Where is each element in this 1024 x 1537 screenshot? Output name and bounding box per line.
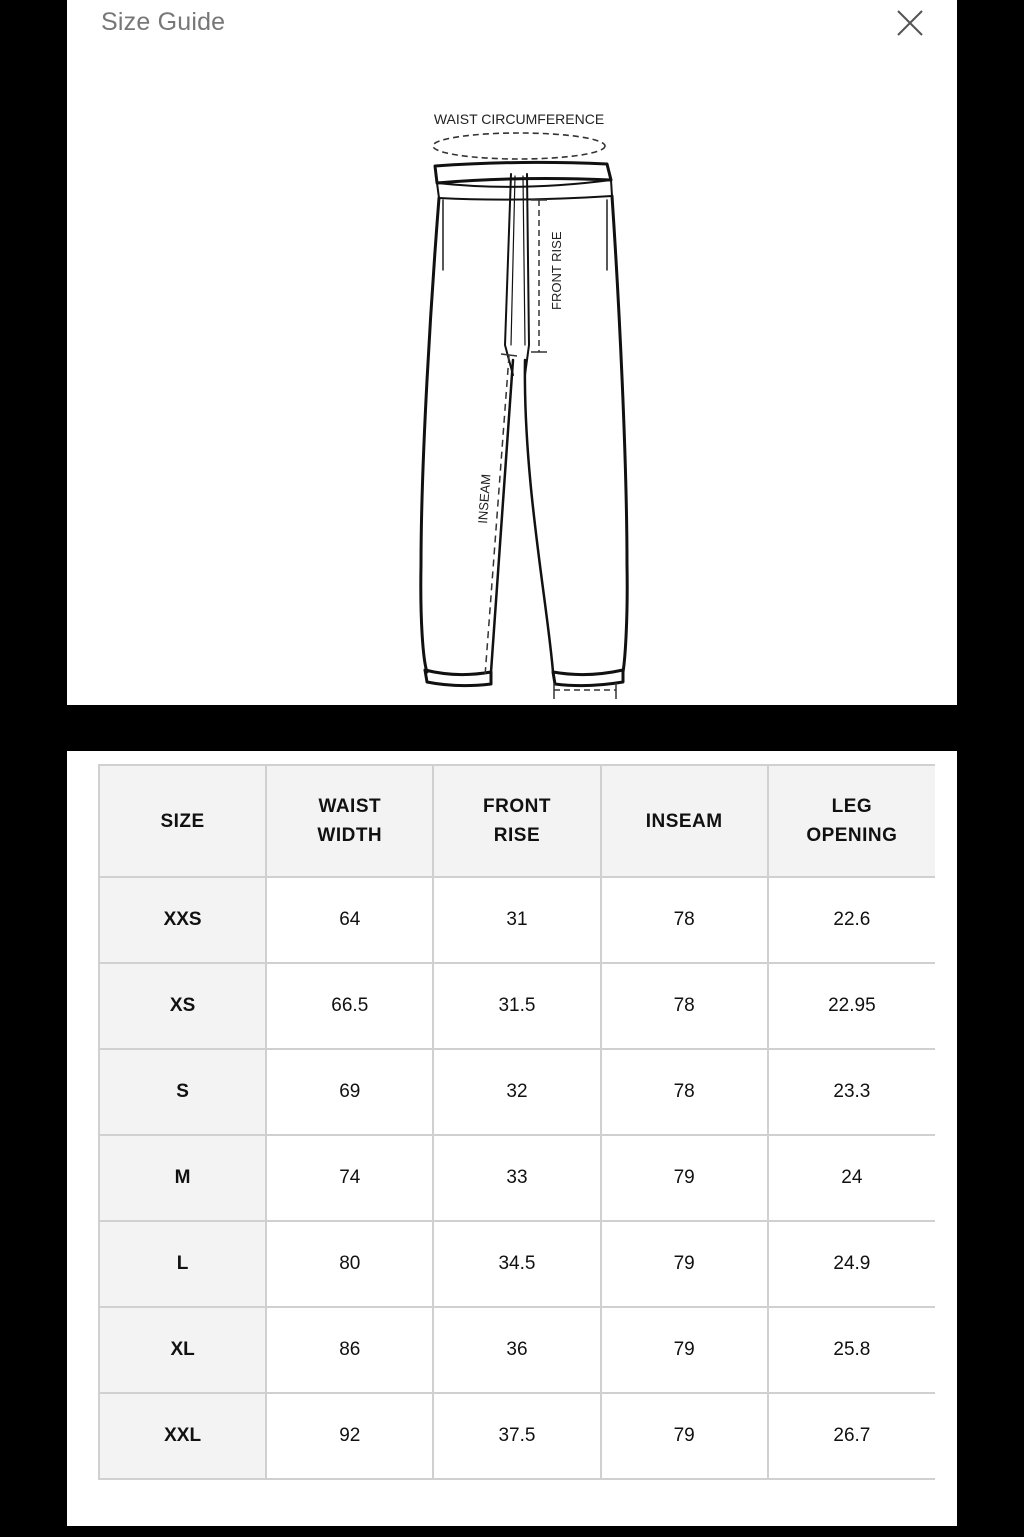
front-rise-cell: 33: [433, 1135, 600, 1221]
size-guide-dialog-table: [67, 751, 957, 1526]
size-cell: M: [99, 1135, 266, 1221]
waist-dashed-ellipse: [433, 133, 605, 159]
header-size: SIZE: [99, 765, 266, 877]
leg-opening-cell: 26.7: [768, 1393, 935, 1479]
front-rise-cell: 31.5: [433, 963, 600, 1049]
leg-opening-cell: 23.3: [768, 1049, 935, 1135]
front-rise-cell: 36: [433, 1307, 600, 1393]
size-cell: XS: [99, 963, 266, 1049]
front-rise-cell: 31: [433, 877, 600, 963]
leg-opening-cell: 24: [768, 1135, 935, 1221]
leg-opening-cell: 22.6: [768, 877, 935, 963]
pants-measurement-diagram: [67, 0, 957, 705]
waist-width-cell: 66.5: [266, 963, 433, 1049]
waist-width-cell: 64: [266, 877, 433, 963]
size-chart-table: [98, 764, 935, 1480]
leg-opening-cell: 22.95: [768, 963, 935, 1049]
front-rise-cell: 32: [433, 1049, 600, 1135]
size-cell: XXL: [99, 1393, 266, 1479]
waist-width-cell: 69: [266, 1049, 433, 1135]
leg-opening-cell: 25.8: [768, 1307, 935, 1393]
header-waist-width: WAIST WIDTH: [266, 765, 433, 877]
front-rise-cell: 34.5: [433, 1221, 600, 1307]
dialog-title: Size Guide: [101, 8, 226, 36]
front-rise-cell: 37.5: [433, 1393, 600, 1479]
waist-width-cell: 80: [266, 1221, 433, 1307]
inseam-cell: 78: [601, 963, 768, 1049]
leg-opening-cell: 24.9: [768, 1221, 935, 1307]
table-row: [99, 963, 935, 1049]
waist-width-cell: 92: [266, 1393, 433, 1479]
size-cell: XXS: [99, 877, 266, 963]
table-row: [99, 1307, 935, 1393]
table-row: [99, 877, 935, 963]
header-inseam: INSEAM: [601, 765, 768, 877]
header-front-rise: FRONT RISE: [433, 765, 600, 877]
table-row: [99, 1135, 935, 1221]
inseam-cell: 78: [601, 877, 768, 963]
front-rise-measure: [531, 200, 547, 352]
inseam-cell: 79: [601, 1307, 768, 1393]
pants-outline: [421, 162, 627, 685]
size-cell: S: [99, 1049, 266, 1135]
inseam-cell: 79: [601, 1393, 768, 1479]
waist-width-cell: 74: [266, 1135, 433, 1221]
header-leg-opening: LEG OPENING: [768, 765, 935, 877]
table-row: [99, 1221, 935, 1307]
table-row: [99, 1049, 935, 1135]
inseam-cell: 79: [601, 1221, 768, 1307]
front-rise-label: FRONT RISE: [549, 231, 564, 310]
waist-width-cell: 86: [266, 1307, 433, 1393]
size-guide-dialog-top: [67, 0, 957, 705]
waist-circumference-label: WAIST CIRCUMFERENCE: [433, 111, 605, 127]
size-cell: XL: [99, 1307, 266, 1393]
table-header-row: [99, 765, 935, 877]
inseam-cell: 79: [601, 1135, 768, 1221]
inseam-cell: 78: [601, 1049, 768, 1135]
size-cell: L: [99, 1221, 266, 1307]
inseam-label: INSEAM: [475, 473, 494, 525]
table-row: [99, 1393, 935, 1479]
